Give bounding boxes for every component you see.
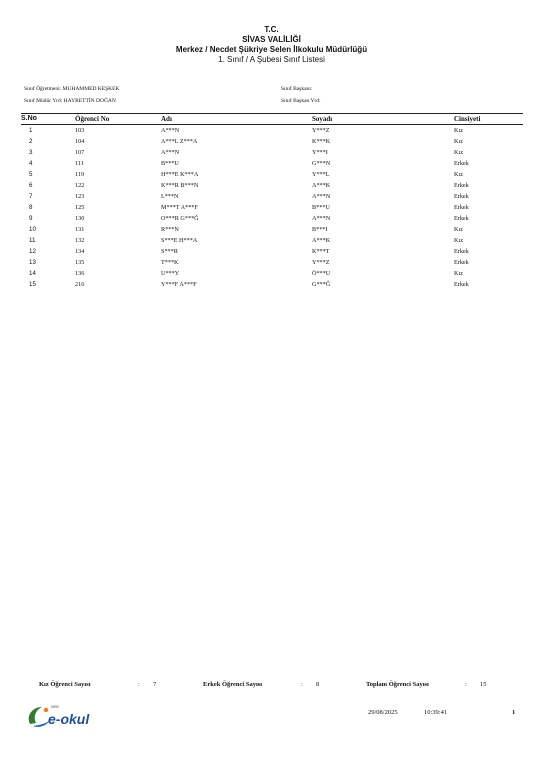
header-governorship: SİVAS VALİLİĞİ — [242, 35, 301, 44]
row-first-name: Y***F A***F — [161, 281, 197, 288]
table-row — [21, 158, 523, 169]
row-gender: Erkek — [454, 215, 469, 222]
row-gender: Erkek — [454, 182, 469, 189]
header-tc: T.C. — [264, 25, 279, 34]
row-sno: 15 — [29, 281, 36, 288]
col-first-name: Adı — [161, 114, 312, 125]
table-row — [21, 268, 523, 279]
row-last-name: Y***Z — [312, 127, 330, 134]
row-sno: 7 — [29, 193, 33, 200]
row-student-no: 103 — [75, 127, 85, 134]
table-row — [21, 235, 523, 246]
row-first-name: R***N — [161, 226, 179, 233]
boys-count-label: Erkek Öğrenci Sayısı — [203, 681, 263, 688]
table-row — [21, 136, 523, 147]
row-last-name: A***N — [312, 215, 331, 222]
row-student-no: 119 — [75, 171, 85, 178]
row-last-name: Ö***U — [312, 270, 331, 277]
table-row — [21, 224, 523, 235]
table-row — [21, 279, 523, 290]
row-first-name: H***E K***A — [161, 171, 199, 178]
row-sno: 6 — [29, 182, 33, 189]
row-first-name: U***Y — [161, 270, 180, 277]
boys-count-colon: : — [301, 681, 303, 688]
table-row — [21, 213, 523, 224]
header-school: Merkez / Necdet Şükriye Selen İlkokulu Müdürlüğü — [175, 45, 368, 54]
row-student-no: 216 — [75, 281, 85, 288]
row-first-name: O***R G***Ğ — [161, 215, 199, 222]
row-first-name: A***N — [161, 127, 180, 134]
row-sno: 14 — [29, 270, 36, 277]
col-gender: Cinsiyeti — [454, 114, 523, 125]
row-first-name: L***N — [161, 193, 179, 200]
row-gender: Erkek — [454, 259, 469, 266]
row-gender: Kız — [454, 171, 463, 178]
row-sno: 4 — [29, 160, 33, 167]
row-sno: 12 — [29, 248, 36, 255]
row-student-no: 123 — [75, 193, 85, 200]
eokul-logo — [24, 702, 104, 730]
boys-count-value: 8 — [316, 681, 320, 688]
row-last-name: K***K — [312, 138, 331, 145]
class-vice-president: Sınıf Başkan Yrd: — [281, 98, 321, 104]
table-row — [21, 180, 523, 191]
table-row — [21, 125, 523, 137]
row-student-no: 132 — [75, 237, 85, 244]
eokul-text: e-okul — [48, 711, 90, 727]
table-row — [21, 246, 523, 257]
row-student-no: 130 — [75, 215, 85, 222]
row-last-name: A***K — [312, 182, 331, 189]
student-table — [21, 113, 523, 290]
total-count-colon: : — [465, 681, 467, 688]
row-sno: 2 — [29, 138, 33, 145]
page-number: 1 — [512, 709, 516, 716]
row-student-no: 134 — [75, 248, 85, 255]
header-class-list-title: 1. Sınıf / A Şubesi Sınıf Listesi — [218, 55, 325, 64]
row-sno: 1 — [29, 127, 33, 134]
eokul-logo-icon — [24, 702, 104, 730]
row-gender: Kız — [454, 226, 463, 233]
girls-count-label: Kız Öğrenci Sayısı — [39, 681, 91, 688]
row-sno: 9 — [29, 215, 33, 222]
row-first-name: B***U — [161, 160, 179, 167]
row-student-no: 111 — [75, 160, 84, 167]
row-sno: 5 — [29, 171, 33, 178]
table-row — [21, 191, 523, 202]
print-time: 10:39:41 — [424, 709, 448, 716]
vice-principal: Sınıf Müdür Yrd: HAYRETTİN DOĞAN — [24, 98, 116, 104]
row-student-no: 131 — [75, 226, 85, 233]
table-row — [21, 169, 523, 180]
row-last-name: B***U — [312, 204, 330, 211]
print-date: 29/08/2025 — [368, 709, 398, 716]
total-count-value: 15 — [480, 681, 487, 688]
row-gender: Kız — [454, 237, 463, 244]
row-last-name: Y***L — [312, 171, 330, 178]
row-last-name: A***N — [312, 193, 331, 200]
row-gender: Erkek — [454, 248, 469, 255]
row-first-name: T***K — [161, 259, 179, 266]
row-sno: 11 — [29, 237, 36, 244]
row-first-name: M***T A***F — [161, 204, 198, 211]
row-last-name: A***K — [312, 237, 331, 244]
row-student-no: 125 — [75, 204, 85, 211]
row-last-name: Y***Z — [312, 259, 330, 266]
row-student-no: 107 — [75, 149, 85, 156]
meb-text: MEB — [51, 705, 59, 709]
girls-count-value: 7 — [153, 681, 157, 688]
col-last-name: Soyadı — [312, 114, 454, 125]
row-first-name: A***L Z***A — [161, 138, 198, 145]
table-row — [21, 257, 523, 268]
row-gender: Erkek — [454, 160, 469, 167]
row-first-name: K***R B***N — [161, 182, 199, 189]
row-gender: Erkek — [454, 281, 469, 288]
class-president: Sınıf Başkanı: — [281, 86, 313, 92]
row-student-no: 122 — [75, 182, 85, 189]
row-first-name: A***N — [161, 149, 180, 156]
row-first-name: S***E H***A — [161, 237, 198, 244]
row-gender: Kız — [454, 138, 463, 145]
table-header-row — [21, 114, 523, 125]
row-last-name: Y***I — [312, 149, 328, 156]
row-first-name: S***R — [161, 248, 178, 255]
col-sno: S.No — [21, 114, 75, 125]
row-student-no: 104 — [75, 138, 85, 145]
girls-count-colon: : — [138, 681, 140, 688]
row-last-name: G***Ğ — [312, 281, 331, 288]
row-gender: Kız — [454, 149, 463, 156]
row-gender: Kız — [454, 127, 463, 134]
row-student-no: 135 — [75, 259, 85, 266]
row-last-name: K***T — [312, 248, 330, 255]
row-last-name: B***I — [312, 226, 328, 233]
row-gender: Erkek — [454, 204, 469, 211]
row-sno: 13 — [29, 259, 36, 266]
row-student-no: 136 — [75, 270, 85, 277]
table-row — [21, 147, 523, 158]
class-teacher: Sınıf Öğretmeni: MUHAMMED KEŞKEK — [24, 86, 120, 92]
row-gender: Erkek — [454, 193, 469, 200]
row-sno: 10 — [29, 226, 36, 233]
row-last-name: G***N — [312, 160, 331, 167]
row-sno: 3 — [29, 149, 33, 156]
total-count-label: Toplam Öğrenci Sayısı — [366, 681, 429, 688]
table-row — [21, 202, 523, 213]
col-student-no: Öğrenci No — [75, 114, 161, 125]
row-sno: 8 — [29, 204, 33, 211]
row-gender: Kız — [454, 270, 463, 277]
